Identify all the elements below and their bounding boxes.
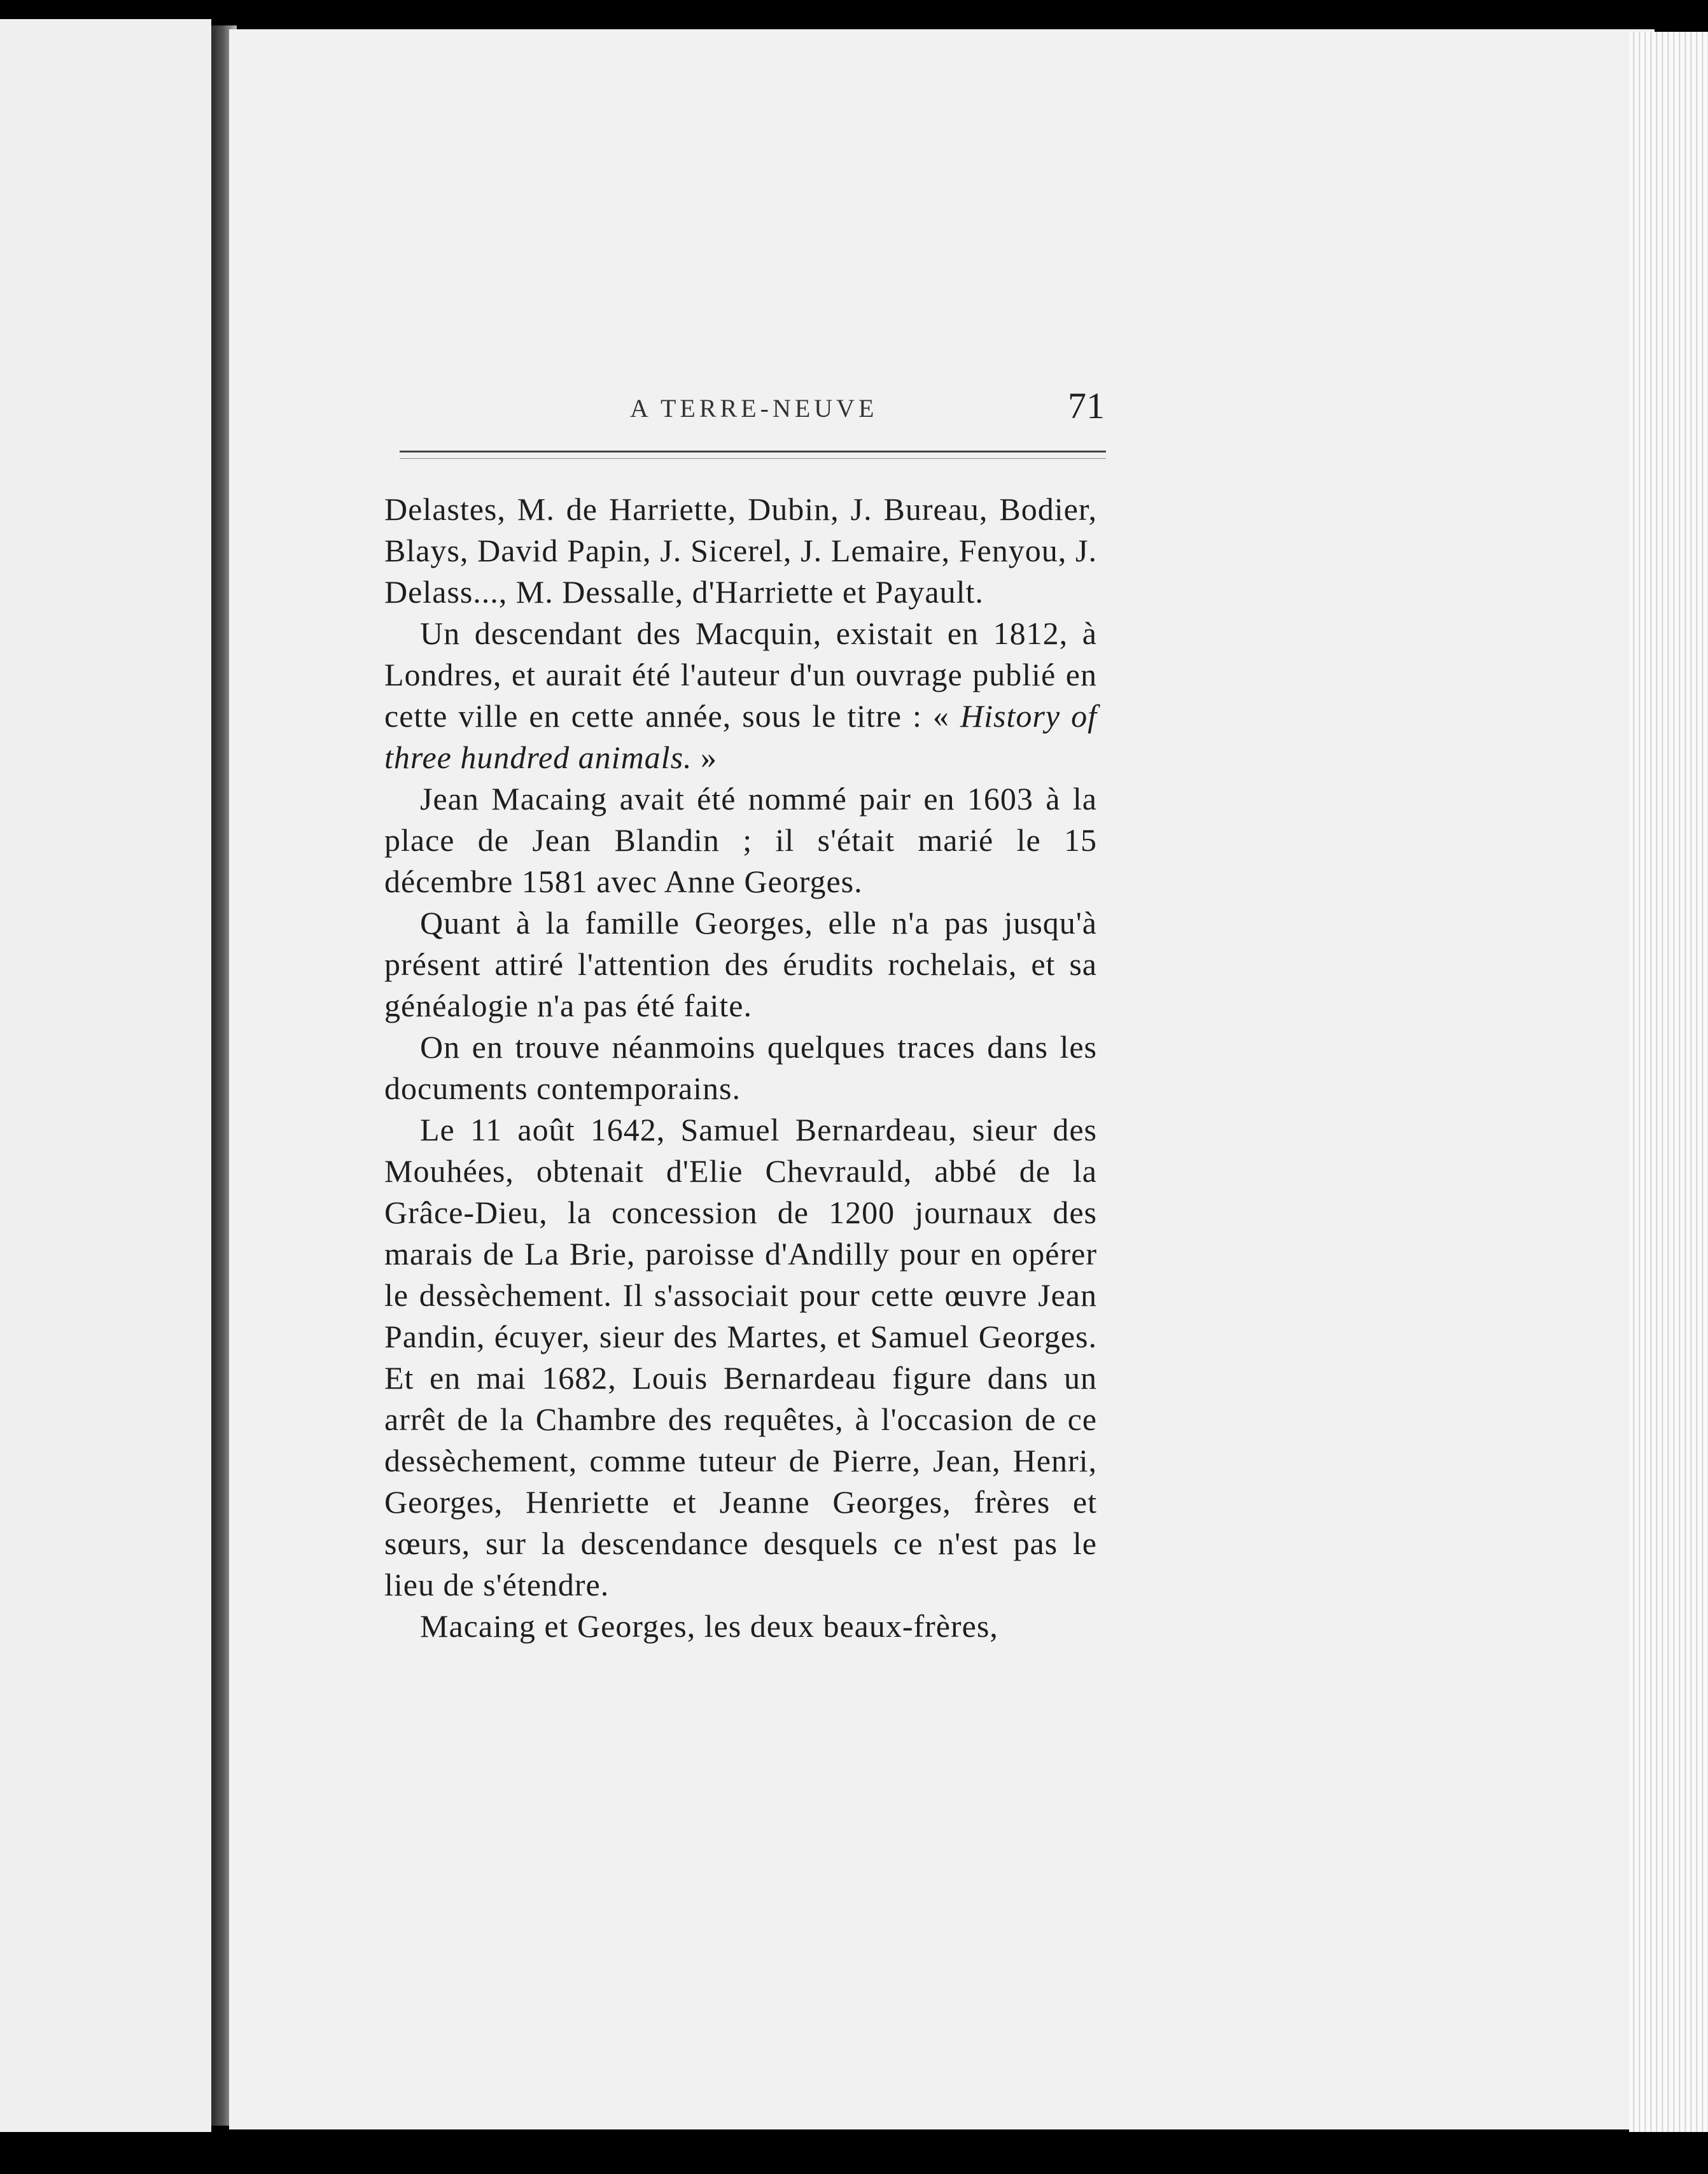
running-head: A TERRE-NEUVE xyxy=(630,394,878,423)
body-text xyxy=(384,489,1097,1647)
paragraph-text: Un descendant des Macquin, existait en 1812, à Londres, et aurait été l'auteur d'un ouvrage publié en cette ville en cette année, sous le titre : « xyxy=(384,615,1097,734)
paragraph: Jean Macaing avait été nommé pair en 1603 à la place de Jean Blandin ; il s'était marié le 15 décembre 1581 avec Anne Georges. xyxy=(384,781,1097,899)
header-rule xyxy=(400,451,1106,452)
paragraph xyxy=(384,613,1097,778)
paragraph: Quant à la famille Georges, elle n'a pas jusqu'à présent attiré l'attention des érudits rochelais, et sa généalogie n'a pas été faite. xyxy=(384,905,1097,1023)
book-title: History of three hundred animals. xyxy=(384,698,1097,775)
paragraph: Le 11 août 1642, Samuel Bernardeau, sieur des Mouhées, obtenait d'Elie Chevrauld, abbé de la Grâce-Dieu, la concession de 1200 journaux des marais de La Brie, paroisse d'Andilly pour en opérer le dessèchement. Il s'associait pour cette œuvre Jean Pandin, écuyer, sieur des Martes, et Samuel Georges. Et en mai 1682, Louis Bernardeau figure dans un arrêt de la Chambre des requêtes, à l'occasion de ce dessèchement, comme tuteur de Pierre, Jean, Henri, Georges, Henriette et Jeanne Georges, frères et sœurs, sur la descendance desquels ce n'est pas le lieu de s'étendre. xyxy=(384,1112,1097,1602)
paragraph: Delastes, M. de Harriette, Dubin, J. Bureau, Bodier, Blays, David Papin, J. Sicerel, J. Lemaire, Fenyou, J. Delass..., M. Dessalle, d'Harriette et Payault. xyxy=(384,491,1097,610)
paragraph: On en trouve néanmoins quelques traces dans les documents contemporains. xyxy=(384,1029,1097,1106)
page-number: 71 xyxy=(1068,385,1105,426)
paragraph-text: » xyxy=(692,740,718,775)
page-edges xyxy=(1629,32,1708,2132)
paragraph: Macaing et Georges, les deux beaux-frères, xyxy=(420,1608,998,1644)
header-rule-thin xyxy=(400,458,1106,459)
left-page xyxy=(0,19,211,2132)
